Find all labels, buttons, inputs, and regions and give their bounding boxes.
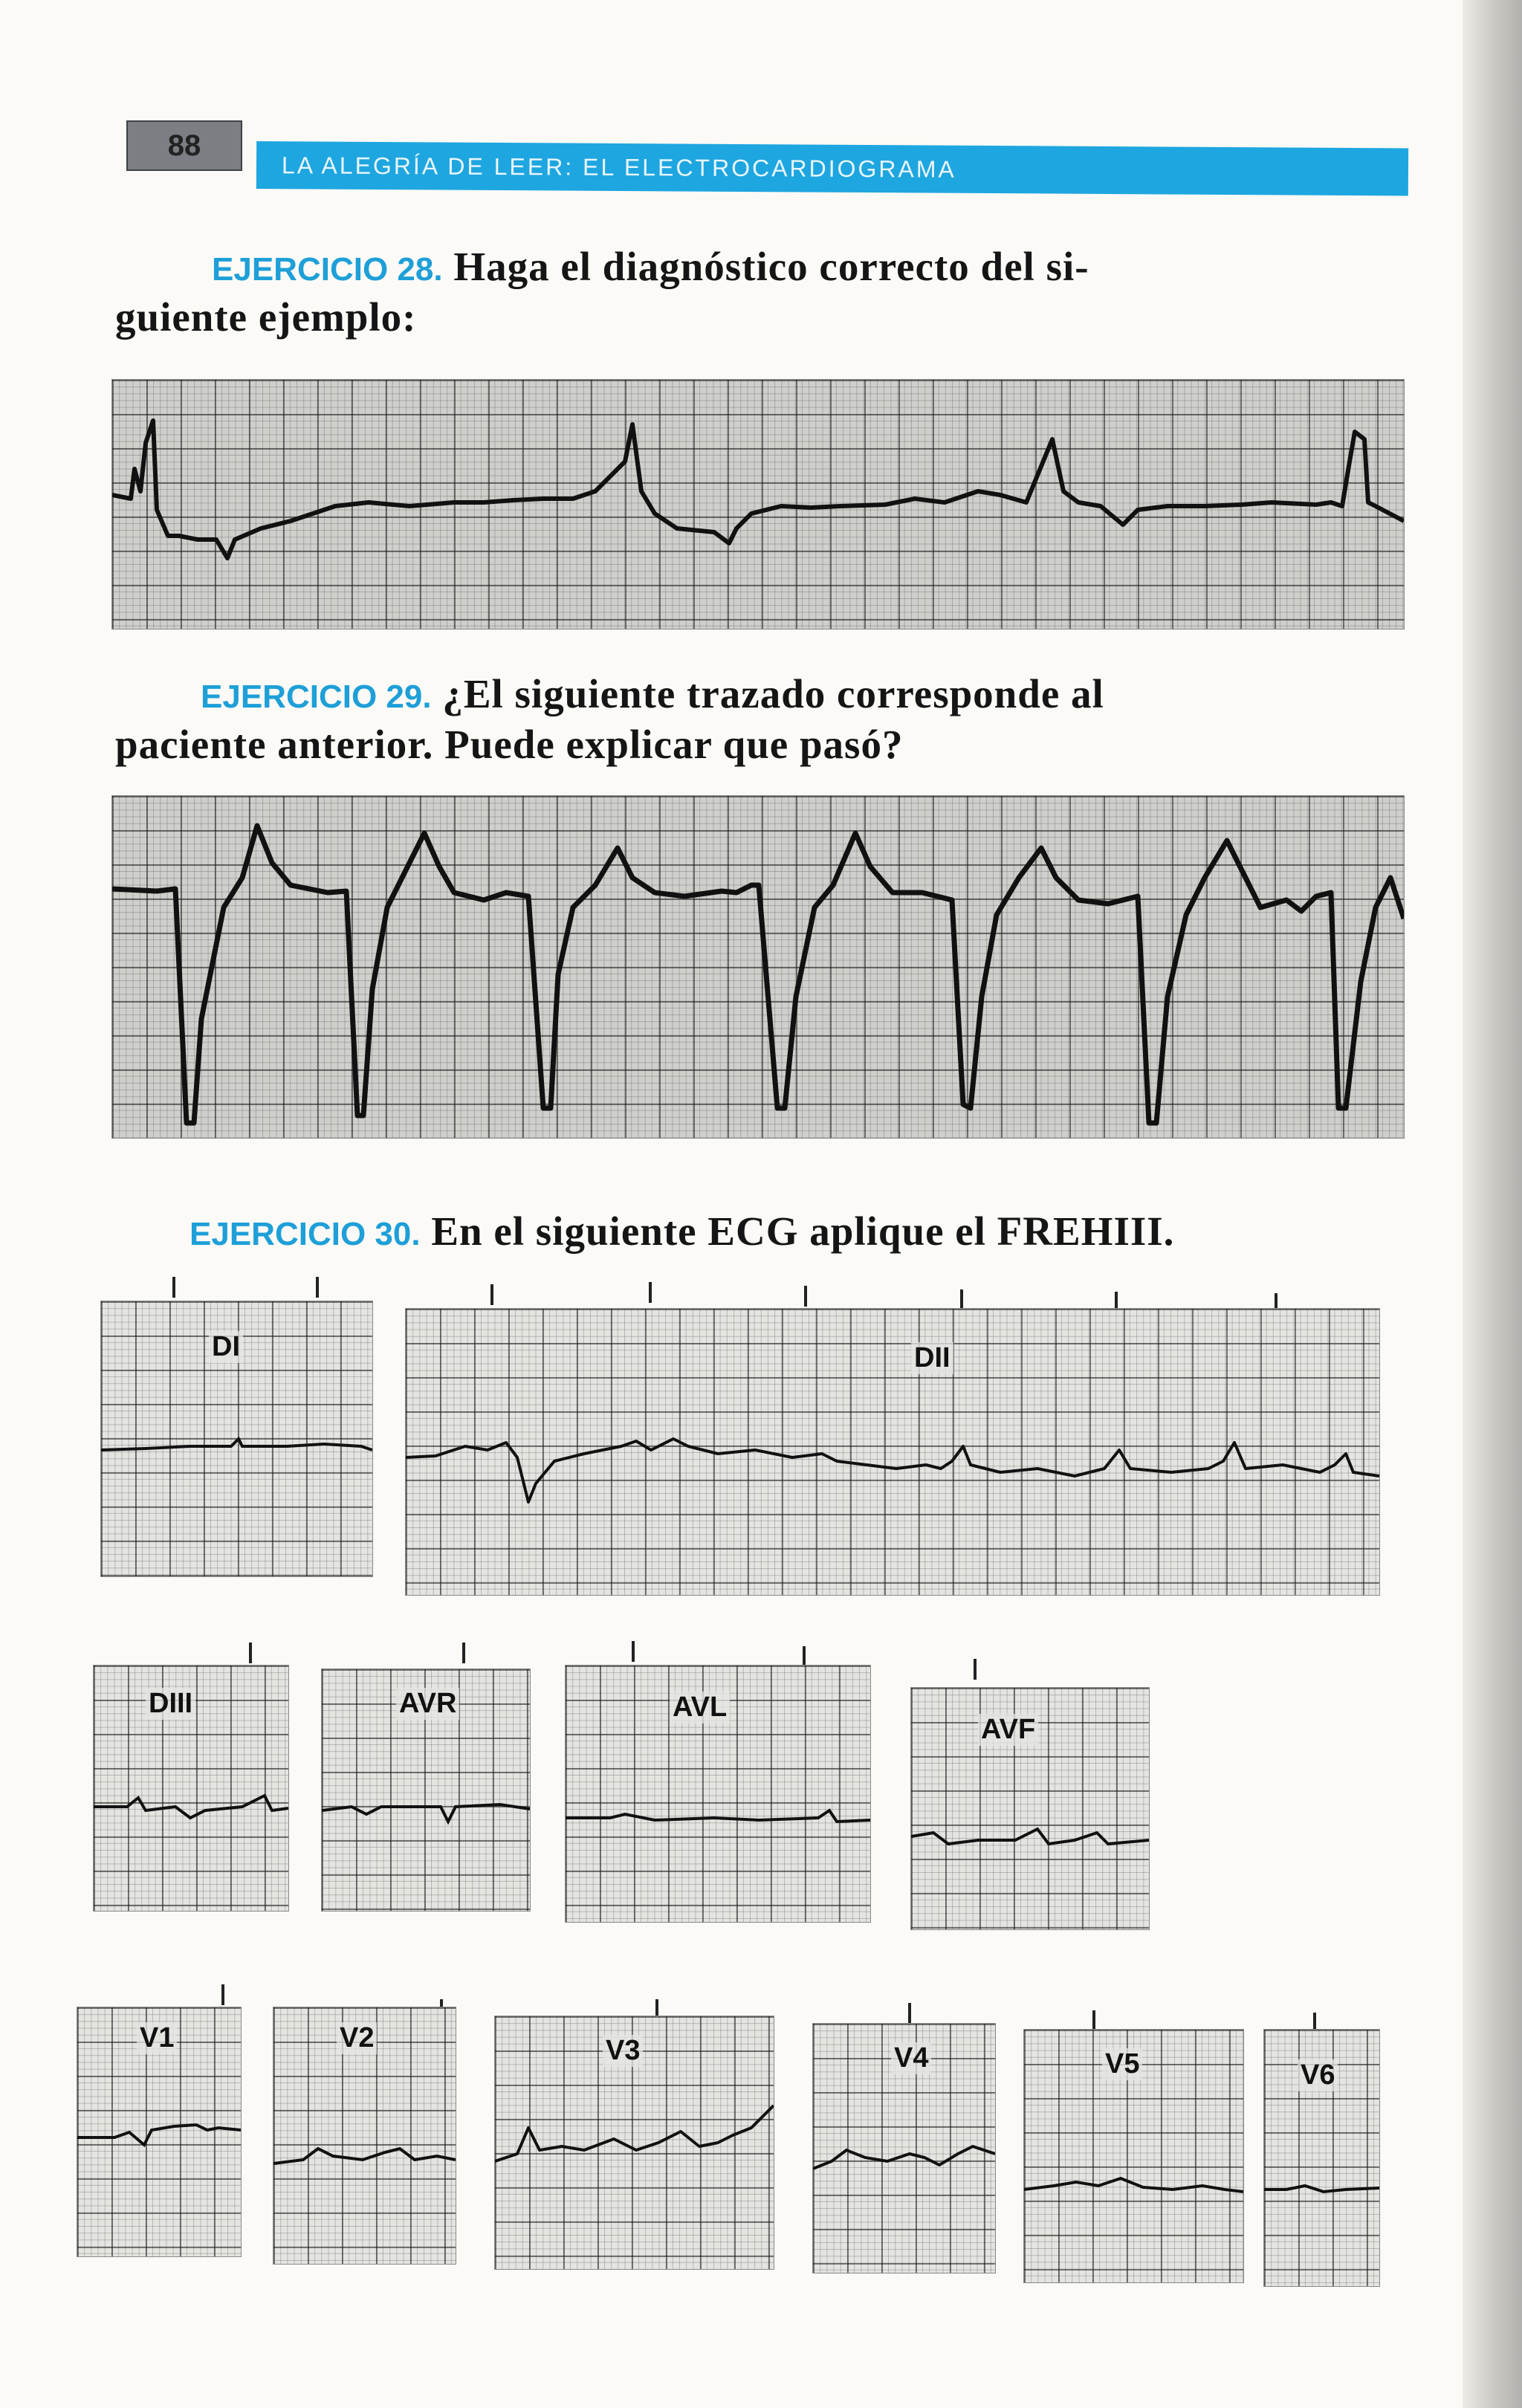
exercise-28-line1: [212, 242, 1089, 295]
lead-label-v5: V5: [1102, 2048, 1142, 2080]
ecg-lead-avr: [321, 1669, 531, 1912]
ecg-lead-di: [100, 1301, 373, 1577]
page-number: 88: [126, 120, 242, 171]
ecg-lead-v3: [494, 2016, 774, 2270]
lead-label-avl: AVL: [670, 1692, 730, 1724]
running-title: LA ALEGRÍA DE LEER: EL ELECTROCARDIOGRAMA: [281, 152, 956, 183]
exercise-30-tag: EJERCICIO 30.: [190, 1216, 421, 1252]
timing-tick: [316, 1277, 319, 1298]
page-header: [126, 119, 1408, 192]
ecg-trace-dii: [406, 1309, 1379, 1595]
lead-label-avr: AVR: [396, 1688, 459, 1720]
exercise-29-line1: [201, 669, 1104, 722]
ecg-lead-avf: [910, 1687, 1150, 1930]
exercise-28-text: Haga el diagnóstico correcto del si-: [453, 244, 1089, 289]
exercise-30-text: En el siguiente ECG aplique el FREHIII.: [431, 1208, 1175, 1254]
ecg-lead-v5: [1023, 2029, 1244, 2283]
ecg-lead-avl: [565, 1665, 871, 1923]
ecg-lead-diii: [93, 1665, 289, 1912]
lead-label-v2: V2: [337, 2022, 377, 2054]
exercise-29-text: ¿El siguiente trazado corresponde al: [442, 671, 1104, 716]
ecg-trace-exercise-28: [112, 380, 1404, 629]
lead-label-dii: DII: [911, 1342, 953, 1374]
page-edge-shadow: [1463, 0, 1522, 2408]
exercise-28-line2: guiente ejemplo:: [115, 294, 417, 340]
timing-tick: [632, 1641, 635, 1662]
lead-label-v6: V6: [1298, 2059, 1338, 2091]
timing-tick: [908, 2003, 911, 2024]
ecg-lead-v2: [273, 2007, 456, 2265]
ecg-lead-v1: [77, 2007, 242, 2257]
timing-tick: [649, 1282, 652, 1303]
lead-label-diii: DIII: [146, 1688, 195, 1720]
lead-label-di: DI: [209, 1331, 243, 1363]
timing-tick: [974, 1659, 977, 1680]
ecg-strip-exercise-28: [111, 379, 1405, 629]
lead-label-v3: V3: [603, 2035, 643, 2067]
ecg-lead-v6: [1263, 2029, 1380, 2287]
timing-tick: [803, 1646, 806, 1667]
ecg-lead-dii: [405, 1308, 1380, 1596]
timing-tick: [804, 1286, 807, 1307]
lead-label-avf: AVF: [978, 1714, 1038, 1746]
timing-tick: [221, 1984, 224, 2005]
ecg-lead-v4: [812, 2023, 996, 2273]
running-title-band: [256, 141, 1408, 195]
ecg-trace-exercise-29: [112, 796, 1404, 1138]
exercise-30-line1: [190, 1206, 1174, 1260]
timing-tick: [490, 1284, 493, 1305]
timing-tick: [249, 1642, 252, 1663]
ecg-strip-exercise-29: [111, 795, 1405, 1139]
exercise-29-tag: EJERCICIO 29.: [201, 679, 432, 715]
timing-tick: [172, 1277, 175, 1298]
lead-label-v4: V4: [891, 2042, 931, 2074]
exercise-29-line2: paciente anterior. Puede explicar que pasó?: [115, 722, 904, 767]
exercise-28-tag: EJERCICIO 28.: [212, 251, 443, 288]
timing-tick: [960, 1289, 963, 1310]
timing-tick: [462, 1642, 465, 1663]
timing-tick: [1092, 2010, 1095, 2031]
lead-label-v1: V1: [137, 2022, 177, 2054]
